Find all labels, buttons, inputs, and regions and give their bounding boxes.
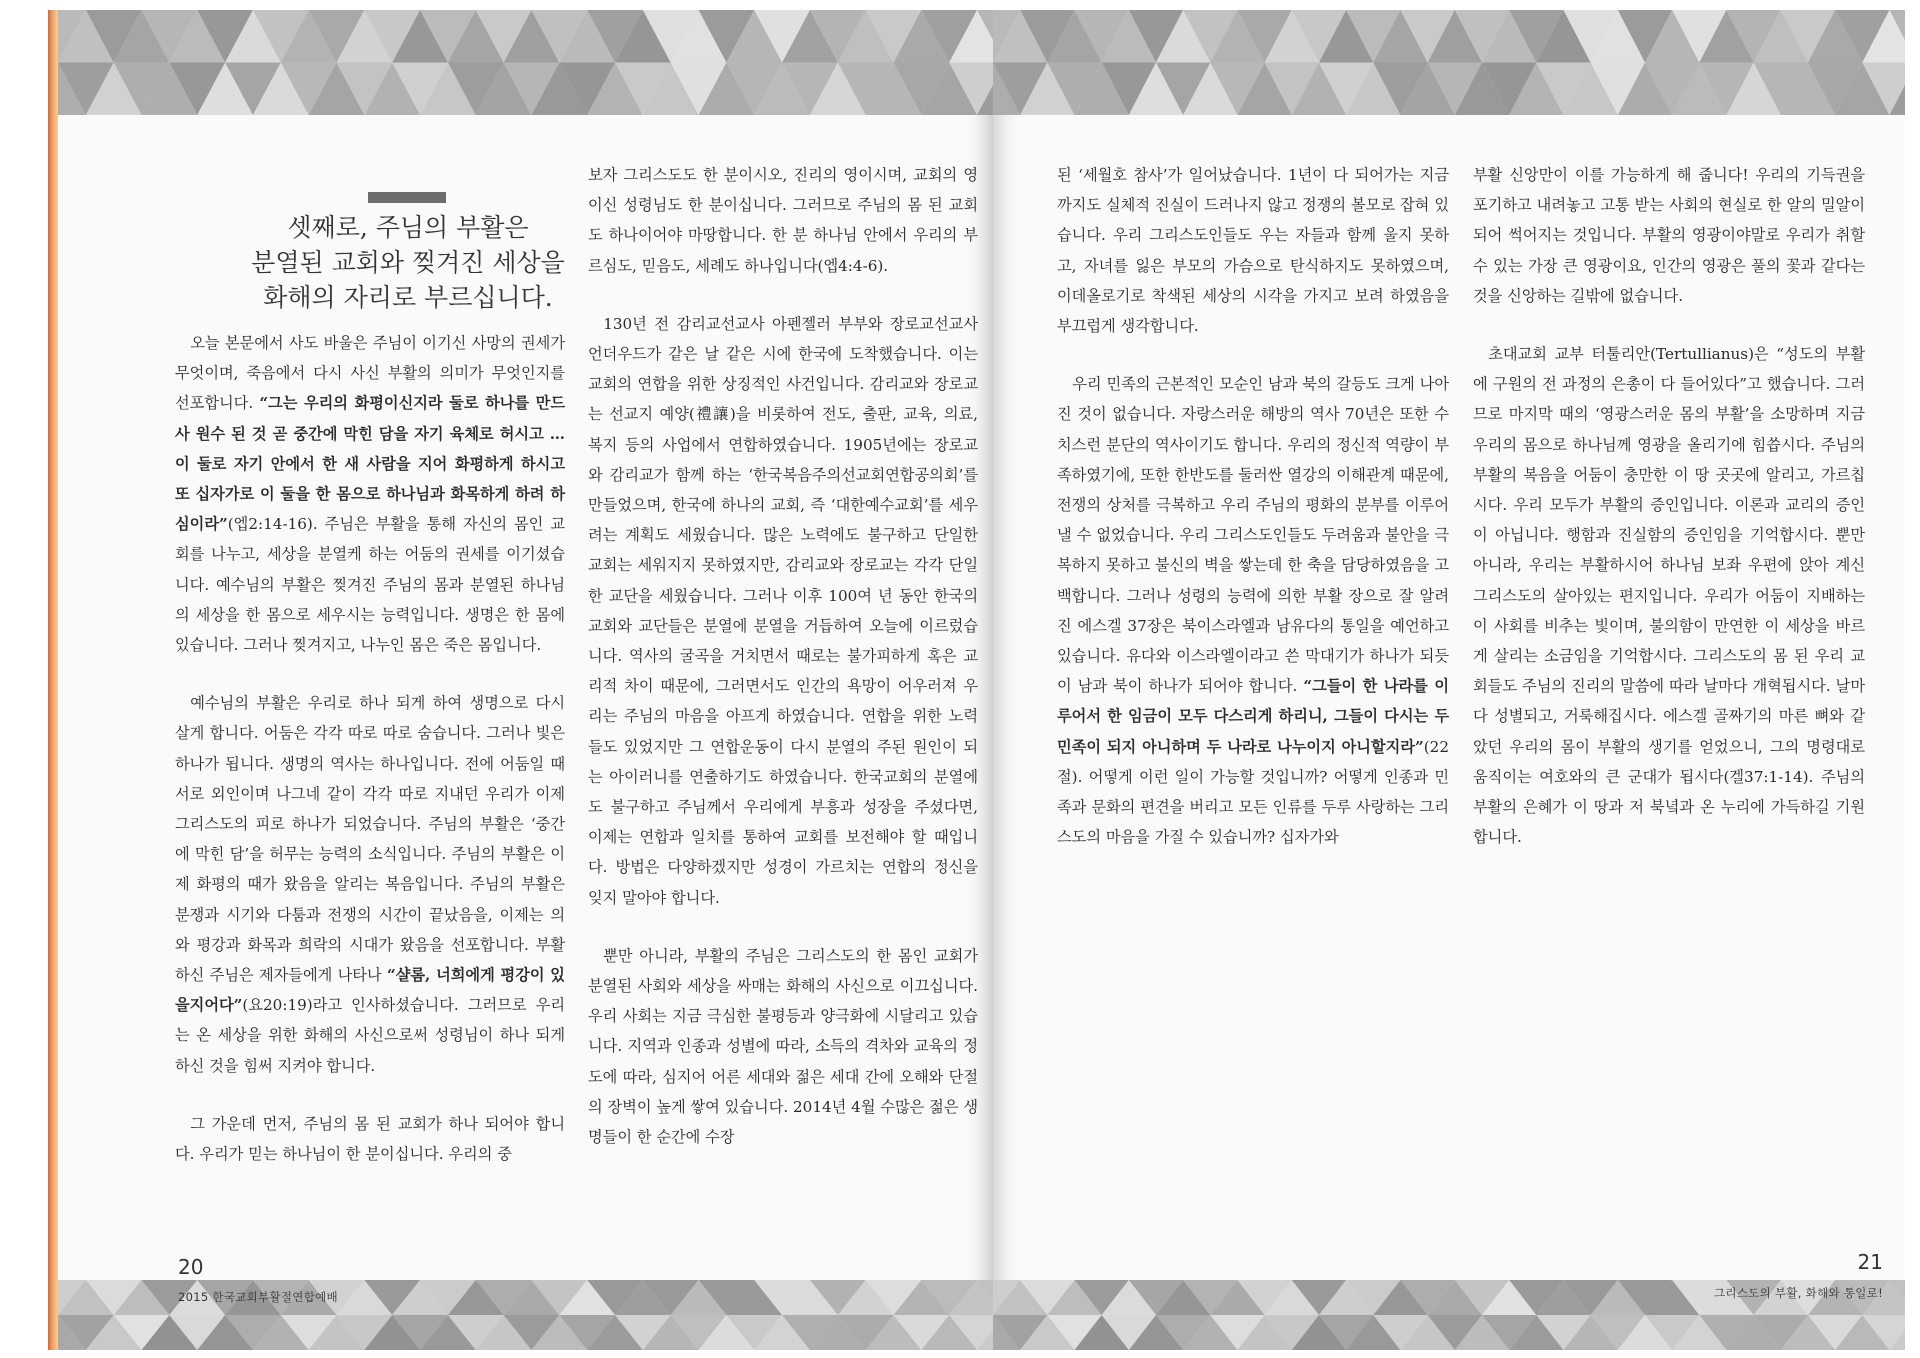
paragraph: 초대교회 교부 터툴리안(Tertullianus)은 “성도의 부활에 구원의 전 과정의 은총이 다 들어있다”고 했습니다. 그러므로 마지막 때의 ‘영광스러운 몸의 부활’을 소망하며 지금 우리의 몸으로 하나님께 영광을 올리기에 힘씁시다. 주님의 부활의 복음을 어둠이 충만한 이 땅 곳곳에 알리고, 가르칩시다. 우리 모두가 부활의 증인입니다. 이론과 교리의 증인이 아닙니다. 행함과 진실함의 증인임을 기억합시다. 뿐만 아니라, 우리는 부활하시어 하나님 보좌 우편에 앉아 계신 그리스도의 살아있는 편지입니다. 우리가 어둠이 지배하는 이 사회를 비추는 빛이며, 불의함이 만연한 이 세상을 바르게 살리는 소금임을 기억합시다. 그리스도의 몸 된 우리 교회들도 주님의 진리의 말씀에 따라 날마다 개혁됩시다. 날마다 성별되고, 거룩해집시다. 에스겔 골짜기의 마른 뼈와 같았던 우리의 몸이 부활의 생기를 얻었으니, 그의 명령대로 움직이는 여호와의 큰 군대가 됩시다(겔37:1-14). 주님의 부활의 은혜가 이 땅과 저 북녘과 온 누리에 가득하길 기원합니다. — [1473, 345, 1865, 847]
paragraph: 부활 신앙만이 이를 가능하게 해 줍니다! 우리의 기득권을 포기하고 내려놓고 고통 받는 사회의 현실로 한 알의 밀알이 되어 썩어지는 것입니다. 부활의 영광이야말로 우리가 취할 수 있는 가장 큰 영광이요, 인간의 영광은 풀의 꽃과 같다는 것을 신앙하는 길밖에 없습니다. — [1473, 166, 1865, 305]
column-2 — [588, 160, 978, 1180]
title-line: 화해의 자리로 부르십니다. — [263, 283, 553, 312]
scripture-quote: “샬롬, 너희에게 평강이 있을지어다” — [175, 966, 565, 1015]
right-page — [993, 10, 1905, 1350]
paragraph: 130년 전 감리교선교사 아펜젤러 부부와 장로교선교사 언더우드가 같은 날 같은 시에 한국에 도착했습니다. 이는 교회의 연합을 위한 상징적인 사건입니다. 감리교와 장로교는 선교지 예양(禮讓)을 비롯하여 전도, 출판, 교육, 의료, 복지 등의 사업에서 연합하였습니다. 1905년에는 장로교와 감리교가 함께 하는 ‘한국복음주의선교회연합공의회’를 만들었으며, 한국에 하나의 교회, 즉 ‘대한예수교회’를 세우려는 계획도 세웠습니다. 많은 노력에도 불구하고 단일한 교회는 세워지지 못하였지만, 감리교와 장로교는 각각 단일한 교단을 세웠습니다. 그러나 이후 100여 년 동안 한국의 교회와 교단들은 분열에 분열을 거듭하여 오늘에 이르렀습니다. 역사의 굴곡을 거치면서 때로는 불가피하게 혹은 교리적 차이 때문에, 그러면서도 인간의 욕망이 어우러져 우리는 주님의 마음을 아프게 하였습니다. 연합을 위한 노력들도 있었지만 그 연합운동이 다시 분열의 주된 원인이 되는 아이러니를 연출하기도 하였습니다. 한국교회의 분열에도 불구하고 주님께서 우리에게 부흥과 성장을 주셨다면, 이제는 연합과 일치를 통하여 교회를 보전해야 할 때입니다. 방법은 다양하겠지만 성경이 가르치는 연합의 정신을 잊지 말아야 합니다. — [588, 314, 978, 907]
column-3 — [1057, 160, 1449, 880]
title-line: 분열된 교회와 찢겨진 세상을 — [251, 248, 565, 277]
column-1 — [175, 328, 565, 1197]
page-number: 21 — [1857, 1250, 1883, 1274]
scan-margin — [0, 0, 48, 1358]
top-triangle-band — [993, 10, 1905, 115]
text-run: (22절). 어떻게 이런 일이 가능할 것입니까? 어떻게 인종과 민족과 문화의 편견을 버리고 모든 인류를 두루 사랑하는 그리스도의 마음을 가질 수 있습니까? 십자가와 — [1057, 737, 1449, 847]
text-run: 된 ‘세월호 참사’가 일어났습니다. 1년이 다 되어가는 지금까지도 실체적 진실이 드러나지 않고 정쟁의 볼모로 잡혀 있습니다. 우리 그리스도인들도 우는 자들과 함께 울지 못하고, 자녀를 잃은 부모의 가슴으로 탄식하지도 못하였으며, 이데올로기로 착색된 세상의 시각을 가지고 보려 하였음을 부끄럽게 생각합니다. — [1057, 166, 1449, 336]
text-run: 우리 민족의 근본적인 모순인 남과 북의 갈등도 크게 나아진 것이 없습니다. 자랑스러운 해방의 역사 70년은 또한 수치스런 분단의 역사이기도 합니다. 우리의 정신적 역량이 부족하였기에, 또한 한반도를 둘러싼 열강의 이해관계 때문에, 전쟁의 상처를 극복하고 우리 주님의 평화의 분부를 이루어낼 수 없었습니다. 우리 그리스도인들도 두려움과 불안을 극복하지 못하고 불신의 벽을 쌓는데 한 축을 담당하였음을 고백합니다. 그러나 성령의 능력에 의한 부활 장으로 잘 알려진 에스겔 37장은 북이스라엘과 남유다의 통일을 예언하고 있습니다. 유다와 이스라엘이라고 쓴 막대기가 하나가 되듯이 남과 북이 하나가 되어야 합니다. — [1057, 375, 1449, 696]
text-run: 예수님의 부활은 우리로 하나 되게 하여 생명으로 다시 살게 합니다. 어둠은 각각 따로 따로 숨습니다. 그러나 빛은 하나가 됩니다. 생명의 역사는 하나입니다. 전에 어둠일 때 서로 외인이며 나그네 같이 각각 따로 지내던 우리가 이제 그리스도의 피로 하나가 되었습니다. 주님의 부활은 ‘중간에 막힌 담’을 허무는 능력의 소식입니다. 주님의 부활은 이제 화평의 때가 왔음을 알리는 복음입니다. 주님의 부활은 분쟁과 시기와 다툼과 전쟁의 시간이 끝났음을, 이제는 의와 평강과 화목과 희락의 시대가 왔음을 선포합니다. 부활하신 주님은 제자들에게 나타나 — [175, 694, 565, 985]
footer-title: 그리스도의 부활, 화해와 통일로! — [1713, 1286, 1883, 1300]
column-4 — [1473, 160, 1865, 880]
title-line: 셋째로, 주님의 부활은 — [287, 213, 529, 242]
scripture-quote: “그들이 한 나라를 이루어서 한 임금이 모두 다스리게 하리니, 그들이 다시는 두 민족이 되지 아니하며 두 나라로 나누이지 아니할지라” — [1057, 677, 1449, 756]
paragraph — [175, 328, 565, 660]
triangle-pattern — [993, 10, 1905, 115]
cover-edge-stripe — [48, 10, 58, 1350]
paragraph — [1057, 160, 1449, 341]
text-run: (요20:19)라고 인사하셨습니다. 그러므로 우리는 온 세상을 위한 화해의 사신으로써 성령님이 하나 되게 하신 것을 힘써 지켜야 합니다. — [175, 996, 565, 1075]
section-title — [238, 210, 578, 315]
scripture-quote: “그는 우리의 화평이신지라 둘로 하나를 만드사 원수 된 것 곧 중간에 막힌 담을 자기 육체로 허시고 … 이 둘로 자기 안에서 한 새 사람을 지어 화평하게 하시고 또 십자가로 이 둘을 한 몸으로 하나님과 화목하게 하려 하심이라” — [175, 394, 565, 534]
page-number: 20 — [178, 1255, 204, 1279]
text-run: (엡2:14-16). 주님은 부활을 통해 자신의 몸인 교회를 나누고, 세상을 분열케 하는 어둠의 권세를 이기셨습니다. 예수님의 부활은 찢겨진 주님의 몸과 분열된 하나님의 세상을 한 몸으로 세우시는 능력입니다. 생명은 한 몸에 있습니다. 그러나 찢겨지고, 나누인 몸은 죽은 몸입니다. — [175, 515, 565, 655]
text-run: 그 가운데 먼저, 주님의 몸 된 교회가 하나 되어야 합니다. 우리가 믿는 하나님이 한 분이십니다. 우리의 중 — [175, 1114, 565, 1164]
paragraph — [1057, 369, 1449, 852]
paragraph — [175, 1109, 565, 1169]
footer-title: 2015 한국교회부활절연합예배 — [178, 1290, 338, 1304]
title-accent-bar — [368, 192, 446, 203]
paragraph: 보자 그리스도도 한 분이시오, 진리의 영이시며, 교회의 영이신 성령님도 한 분이십니다. 그러므로 주님의 몸 된 교회도 하나이어야 마땅합니다. 한 분 하나님 안에서 우리의 부르심도, 믿음도, 세례도 하나입니다(엡4:4-6). — [588, 166, 978, 275]
text-run: 오늘 본문에서 사도 바울은 주님이 이기신 사망의 권세가 무엇이며, 죽음에서 다시 사신 부활의 의미가 무엇인지를 선포합니다. — [175, 334, 565, 413]
top-triangle-band — [58, 10, 993, 115]
triangle-pattern — [58, 10, 993, 115]
paragraph: 뿐만 아니라, 부활의 주님은 그리스도의 한 몸인 교회가 분열된 사회와 세상을 싸매는 화해의 사신으로 이끄십니다. 우리 사회는 지금 극심한 불평등과 양극화에 시달리고 있습니다. 지역과 인종과 성별에 따라, 소득의 격차와 교육의 정도에 따라, 심지어 어른 세대와 젊은 세대 간에 오해와 단절의 장벽이 높게 쌓여 있습니다. 2014년 4월 수많은 젊은 생명들이 한 순간에 수장 — [588, 946, 979, 1147]
left-page — [58, 10, 993, 1350]
paragraph — [175, 688, 565, 1081]
